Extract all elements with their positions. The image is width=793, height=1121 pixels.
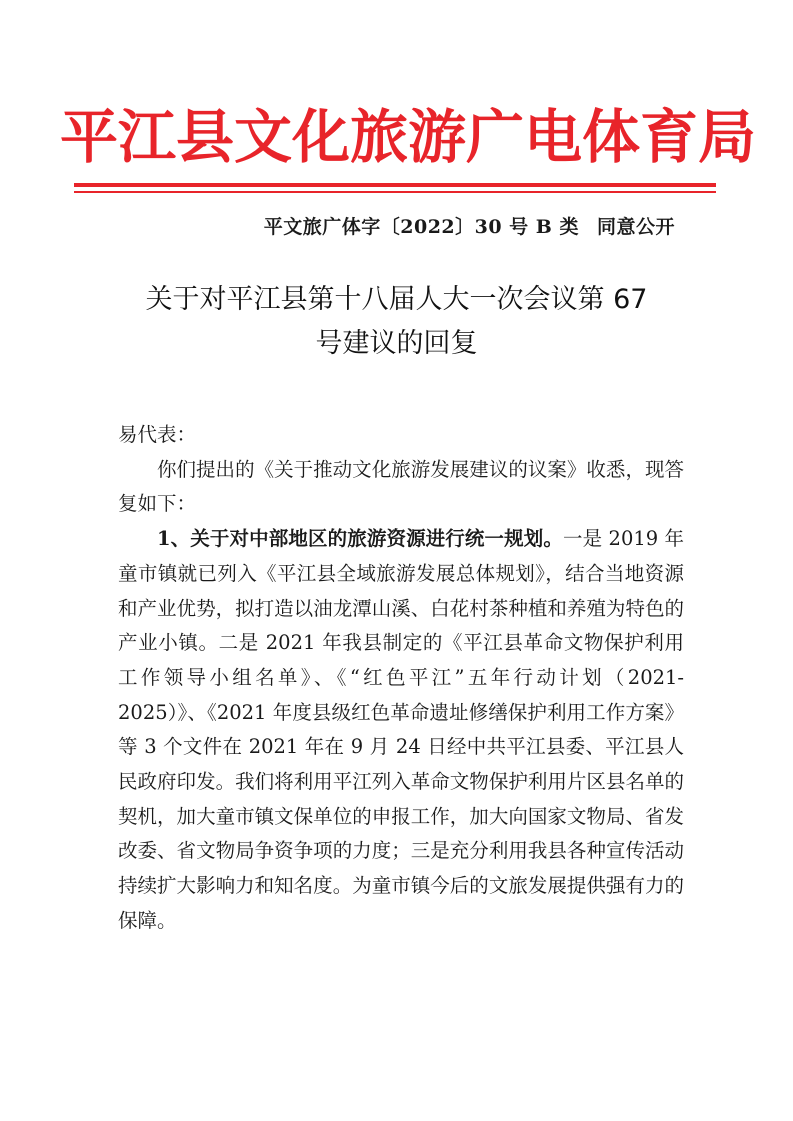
letterhead-title: 平江县文化旅游广电体育局 [60, 103, 757, 171]
subject-line-2: 号建议的回复 [315, 328, 478, 359]
document-body [118, 418, 684, 939]
document-subject [110, 278, 683, 366]
paragraph-item-1-text: 一是 2019 年童市镇就已列入《平江县全域旅游发展总体规划》，结合当地资源和产业优势，拟打造以油龙潭山溪、白花村茶种植和养殖为特色的产业小镇。二是 2021 年我县制定的《平江县革命文物保护利用工作领导小组名单》、《“红色平江”五年行动计划（2021-2025）》、《2021 年度县级红色革命遗址修缮保护利用工作方案》等 3 个文件在 2021 年在 9 月 24 日经中共平江县委、平江县人民政府印发。我们将利用平江列入革命文物保护利用片区县名单的契机，加大童市镇文保单位的申报工作，加大向国家文物局、省发改委、省文物局争资争项的力度；三是充分利用我县各种宣传活动持续扩大影响力和知名度。为童市镇今后的文旅发展提供强有力的保障。 [118, 527, 684, 932]
disclosure-status: 同意公开 [596, 216, 675, 238]
paragraph-intro: 你们提出的《关于推动文化旅游发展建议的议案》收悉，现答复如下： [118, 457, 684, 516]
salutation: 易代表： [118, 423, 197, 446]
letterhead-rule-thick [74, 183, 716, 187]
paragraph-item-1 [118, 522, 684, 938]
subject-line-1: 关于对平江县第十八届人大一次会议第 67 [145, 284, 648, 315]
document-number [264, 212, 675, 239]
paragraph-item-1-heading: 1、关于对中部地区的旅游资源进行统一规划。 [157, 527, 563, 551]
letterhead-rule-thin [74, 191, 716, 193]
document-ref: 平文旅广体字〔2022〕30 号 B 类 [263, 216, 579, 238]
